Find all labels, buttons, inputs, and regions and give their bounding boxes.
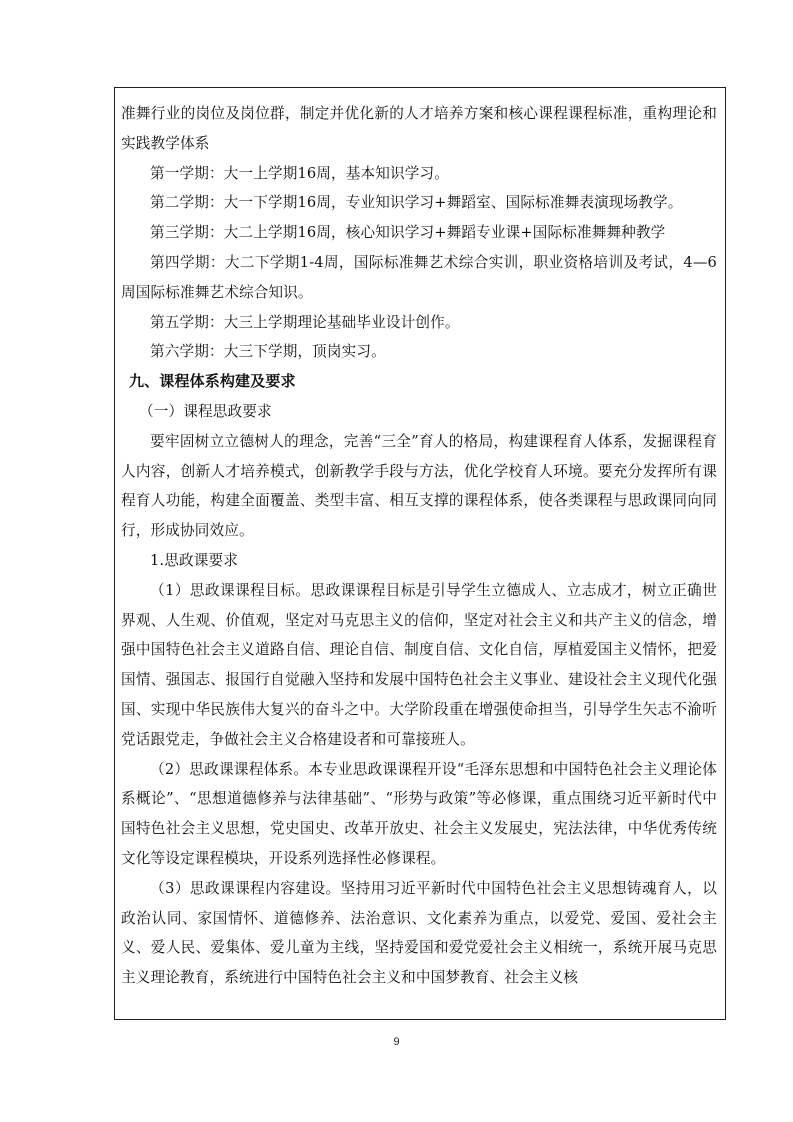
document-body: [115, 99, 726, 993]
body-paragraph: 第二学期：大一下学期16周，专业知识学习+舞蹈室、国际标准舞表演现场教学。: [150, 194, 683, 212]
body-paragraph: （1）思政课课程目标。思政课课程目标是引导学生立德成人、立志成才，树立正确世界观、人生观、价值观，坚定对马克思主义的信仰，坚定对社会主义和共产主义的信念，增强中国特色社会主义道路自信、理论自信、制度自信、文化自信，厚植爱国主义情怀，把爱国情、强国志、报国行自觉融入坚持和发展中国特色社会主义事业、建设社会主义现代化强国、实现中华民族伟大复兴的奋斗之中。大学阶段重在增强使命担当，引导学生矢志不渝听党话跟党走，争做社会主义合格建设者和可靠接班人。: [121, 581, 717, 748]
body-paragraph: 要牢固树立立德树人的理念，完善“三全”育人的格局，构建课程育人体系，发掘课程育人内容，创新人才培养模式，创新教学手段与方法，优化学校育人环境。要充分发挥所有课程育人功能，构建全面覆盖、类型丰富、相互支撑的课程体系，使各类课程与思政课同向同行，形成协同效应。: [121, 432, 717, 540]
body-paragraph: （3）思政课课程内容建设。坚持用习近平新时代中国特色社会主义思想铸魂育人，以政治认同、家国情怀、道德修养、法治意识、文化素养为重点，以爱党、爱国、爱社会主义、爱人民、爱集体、爱儿童为主线，坚持爱国和爱党爱社会主义相统一，系统开展马克思主义理论教育，系统进行中国特色社会主义和中国梦教育、社会主义核: [121, 879, 717, 987]
page-number: 9: [393, 1036, 400, 1048]
document-frame: [114, 87, 726, 1020]
body-paragraph: 准舞行业的岗位及岗位群，制定并优化新的人才培养方案和核心课程课程标准，重构理论和实践教学体系: [121, 105, 717, 152]
section-heading: 九、课程体系构建及要求: [129, 372, 296, 391]
body-paragraph: 第六学期：大三下学期，顶岗实习。: [150, 343, 386, 361]
subsection-heading: （一）课程思政要求: [139, 402, 272, 420]
body-paragraph: 1.思政课要求: [150, 551, 238, 569]
body-paragraph: 第五学期：大三上学期理论基础毕业设计创作。: [150, 313, 460, 331]
body-paragraph: 第一学期：大一上学期16周，基本知识学习。: [150, 164, 450, 182]
body-paragraph: 第四学期：大二下学期1-4周，国际标准舞艺术综合实训，职业资格培训及考试，4—6周国际标准舞艺术综合知识。: [121, 253, 717, 301]
body-paragraph: （2）思政课课程体系。本专业思政课课程开设“毛泽东思想和中国特色社会主义理论体系概论”、“思想道德修养与法律基础”、“形势与政策”等必修课，重点围绕习近平新时代中国特色社会主义思想，党史国史、改革开放史、社会主义发展史，宪法法律，中华优秀传统文化等设定课程模块，开设系列选择性必修课程。: [121, 760, 717, 867]
body-paragraph: 第三学期：大二上学期16周，核心知识学习+舞蹈专业课+国际标准舞舞种教学: [150, 224, 666, 242]
